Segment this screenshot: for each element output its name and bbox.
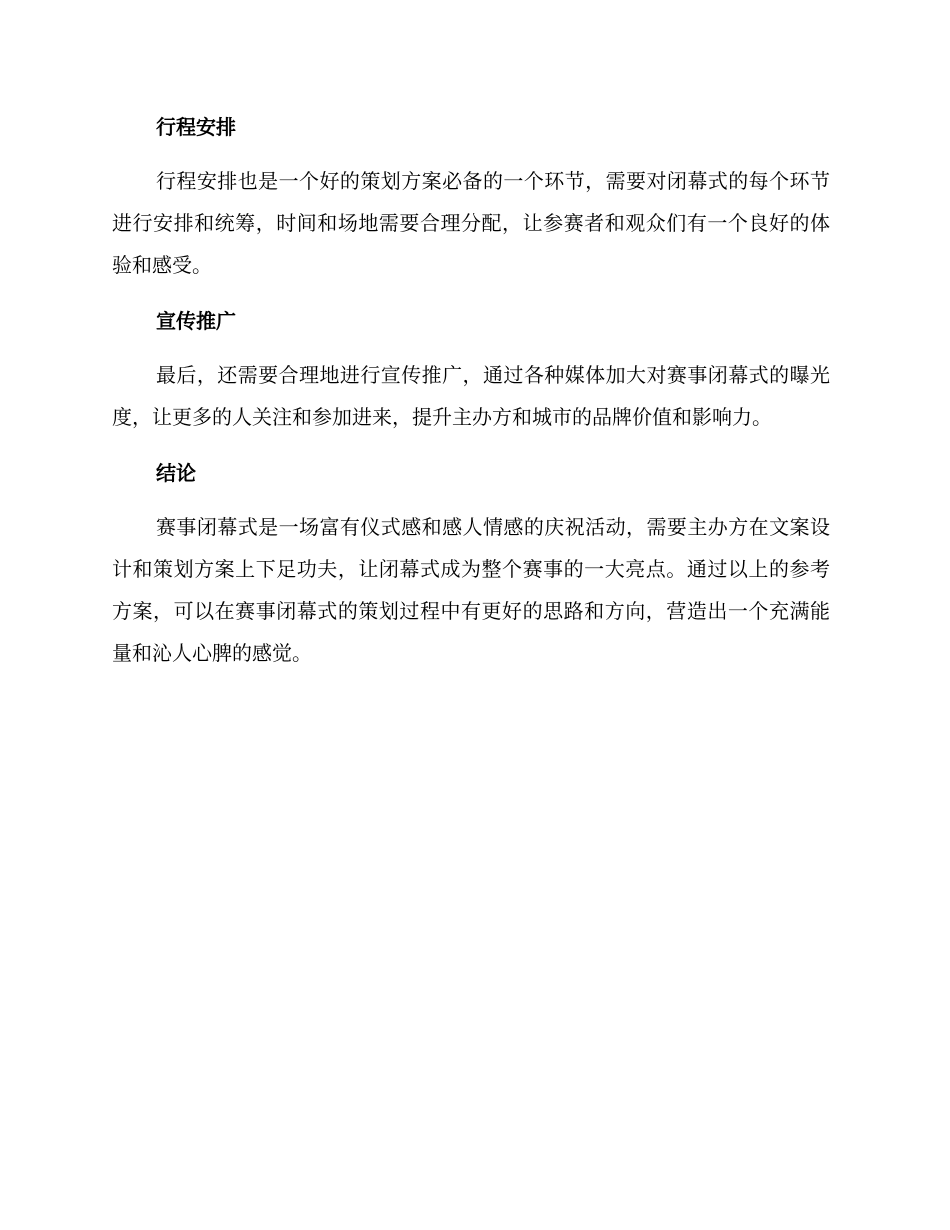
document-body (112, 108, 830, 690)
section-heading: 结论 (156, 461, 196, 485)
section-schedule (112, 108, 830, 286)
section-promotion (112, 302, 830, 438)
section-paragraph: 行程安排也是一个好的策划方案必备的一个环节，需要对闭幕式的每个环节进行安排和统筹，时间和场地需要合理分配，让参赛者和观众们有一个良好的体验和感受。 (112, 169, 830, 277)
section-heading: 行程安排 (156, 115, 236, 139)
section-paragraph: 赛事闭幕式是一场富有仪式感和感人情感的庆祝活动，需要主办方在文案设计和策划方案上下足功夫，让闭幕式成为整个赛事的一大亮点。通过以上的参考方案，可以在赛事闭幕式的策划过程中有更好的思路和方向，营造出一个充满能量和沁人心脾的感觉。 (112, 515, 830, 665)
section-heading: 宣传推广 (156, 309, 236, 333)
section-conclusion (112, 454, 830, 674)
section-paragraph: 最后，还需要合理地进行宣传推广，通过各种媒体加大对赛事闭幕式的曝光度，让更多的人关注和参加进来，提升主办方和城市的品牌价值和影响力。 (112, 363, 830, 429)
